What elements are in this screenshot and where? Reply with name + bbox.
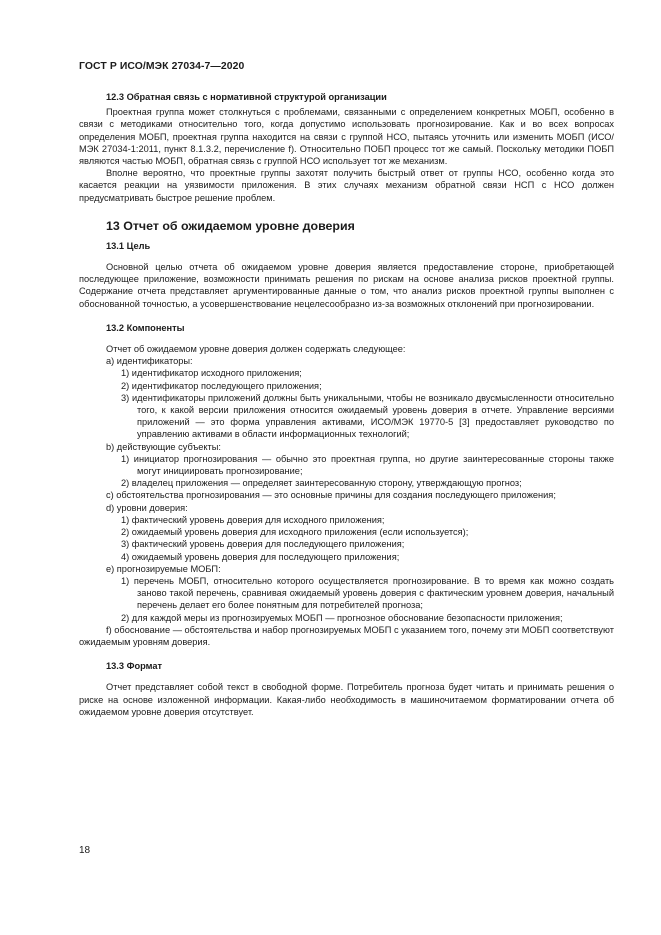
list-item-d4: 4) ожидаемый уровень доверия для последующего приложения; (121, 551, 400, 562)
list-item-e2: 2) для каждой меры из прогнозируемых МОБП — прогнозное обоснование безопасности приложения; (121, 612, 563, 623)
list-item-e: е) прогнозируемые МОБП: (106, 563, 221, 574)
section-13-3-title: 13.3 Формат (106, 661, 163, 672)
list-item-c: с) обстоятельства прогнозирования — это основные причины для создания последующего приложения; (106, 490, 556, 501)
section-12-3-paragraph-1: Проектная группа может столкнуться с проблемами, связанными с определением конкретных МОБП, особенно в связи с методиками относительно того, когда допустимо использовать прогнозирование. Как и во всех вопросах определения МОБП, проектная группа находится на связи с группой НСО, пытаясь уточнить или изменить МОБП (ИСО/МЭК 27034-1:2011, пункт 8.1.3.2, перечисление f). Относительно ПОБП процесс тот же самый. Поскольку методики ПОБП являются частью МОБП, обратная связь с группой НСО использует тот же механизм. (79, 107, 614, 167)
section-13-2-intro: Отчет об ожидаемом уровне доверия должен содержать следующее: (106, 344, 406, 355)
section-13-1-title: 13.1 Цель (106, 240, 151, 251)
list-item-d2: 2) ожидаемый уровень доверия для исходного приложения (если используется); (121, 527, 469, 538)
standard-header: ГОСТ Р ИСО/МЭК 27034-7—2020 (79, 61, 245, 72)
section-12-3-paragraph-2: Вполне вероятно, что проектные группы захотят получить быстрый ответ от группы НСО, особенно когда это касается реакции на уязвимости приложения. В этих случаях механизм обратной связи НСП с НСО должен предусматривать быстрое решение проблем. (79, 168, 614, 203)
list-item-e1: 1) перечень МОБП, относительно которого осуществляется прогнозирование. В то время как можно создать заново такой перечень, сравнивая ожидаемый уровень доверия с фактическим уровнем доверия, начальный перечень делает его более понятным для потребителей прогноза; (121, 575, 614, 611)
section-13-title: 13 Отчет об ожидаемом уровне доверия (106, 218, 355, 233)
list-item-b2: 2) владелец приложения — определяет заинтересованную сторону, утверждающую прогноз; (121, 478, 522, 489)
page-number: 18 (79, 845, 91, 856)
section-13-3-paragraph: Отчет представляет собой текст в свободной форме. Потребитель прогноза будет читать и принимать решения о риске на основе изложенной информации. Какая-либо необходимость в машиночитаемом форматировании отчета об ожидаемом уровне доверия отсутствует. (79, 682, 614, 717)
list-item-b1: 1) инициатор прогнозирования — обычно это проектная группа, но другие заинтересованные стороны также могут инициировать прогнозирование; (121, 453, 614, 477)
section-12-3-title: 12.3 Обратная связь с нормативной структурой организации (106, 92, 387, 102)
list-item-a2: 2) идентификатор последующего приложения; (121, 380, 322, 391)
section-13-1-paragraph: Основной целью отчета об ожидаемом уровне доверия является предоставление стороне, приобретающей последующее приложение, возможности принимать решения по рискам на основе анализа рисков проектной группы. Содержание отчета представляет аргументированные данные о том, что анализ рисков проектной группы выполнен с обоснованной точностью, а усовершенствование нецелесообразно из-за возможных отклонений при прогнозировании. (79, 262, 614, 309)
list-item-a: а) идентификаторы: (106, 356, 193, 367)
list-item-b: b) действующие субъекты: (106, 441, 222, 452)
list-item-a1: 1) идентификатор исходного приложения; (121, 368, 302, 379)
list-item-d1: 1) фактический уровень доверия для исходного приложения; (121, 514, 385, 525)
page-content (79, 91, 614, 718)
list-item-f: f) обоснование — обстоятельства и набор прогнозируемых МОБП с указанием того, почему эти МОБП соответствуют ожидаемым уровням доверия. (79, 624, 614, 647)
list-item-a3: 3) идентификаторы приложений должны быть уникальными, чтобы не возникало двусмысленности относительно того, к какой версии приложения относится ожидаемый уровень доверия в отчете. Управление версиями приложений — это форма управления активами, ИСО/МЭК 19770-5 [3] предоставляет руководство по управлению активами в области информационных технологий; (121, 392, 614, 440)
section-13-2-title: 13.2 Компоненты (106, 322, 185, 333)
list-item-d3: 3) фактический уровень доверия для последующего приложения; (121, 539, 405, 550)
list-item-d: d) уровни доверия: (106, 502, 188, 513)
